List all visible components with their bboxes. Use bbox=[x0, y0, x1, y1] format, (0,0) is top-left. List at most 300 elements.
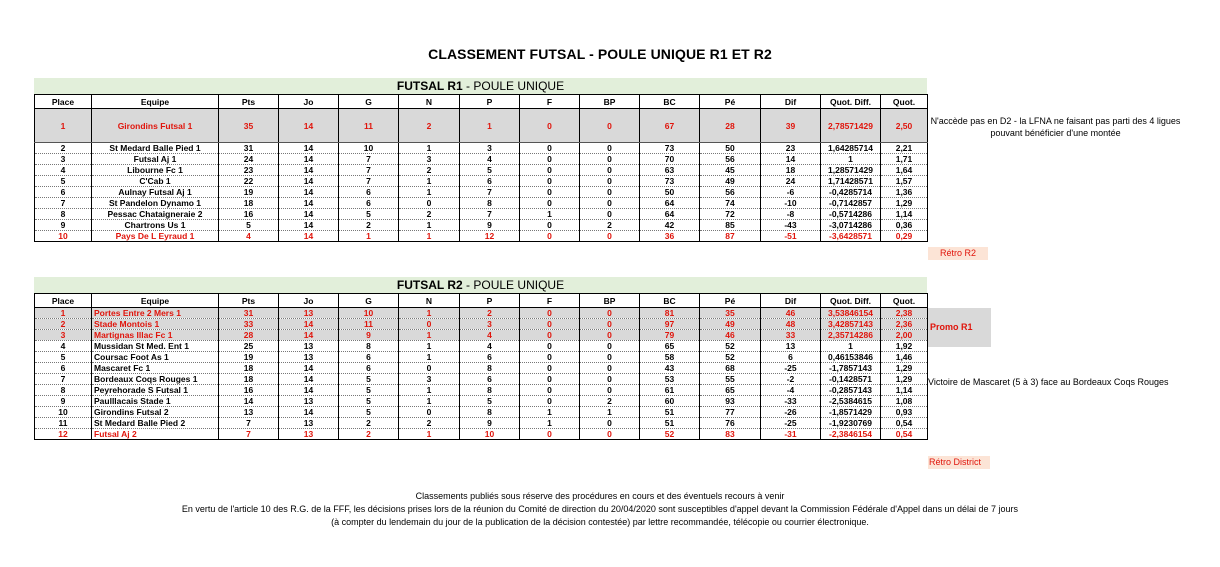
r1-header-cell: Pts bbox=[219, 95, 279, 109]
table-cell: 9 bbox=[35, 396, 92, 407]
table-cell: 35 bbox=[219, 109, 279, 143]
r1-header-cell: Dif bbox=[761, 95, 821, 109]
table-cell: 6 bbox=[460, 374, 520, 385]
table-cell: 1,71 bbox=[881, 154, 928, 165]
table-cell: 0 bbox=[580, 363, 640, 374]
table-cell: 11 bbox=[339, 319, 399, 330]
table-cell: 5 bbox=[219, 220, 279, 231]
table-cell: 1,46 bbox=[881, 352, 928, 363]
r1-header-cell: Quot. Diff. bbox=[821, 95, 881, 109]
r2-standings-block bbox=[34, 277, 927, 440]
table-cell: 0 bbox=[520, 154, 580, 165]
table-cell: 2 bbox=[339, 418, 399, 429]
table-cell: 0 bbox=[580, 330, 640, 341]
table-cell: 1,36 bbox=[881, 187, 928, 198]
r2-header-cell: Quot. Diff. bbox=[821, 294, 881, 308]
table-cell: 81 bbox=[640, 308, 700, 319]
table-cell: 1 bbox=[35, 308, 92, 319]
table-cell: 1,64 bbox=[881, 165, 928, 176]
table-cell: 0 bbox=[520, 352, 580, 363]
table-cell: 1,29 bbox=[881, 374, 928, 385]
table-cell: 58 bbox=[640, 352, 700, 363]
table-cell: 3 bbox=[399, 374, 460, 385]
table-cell: -2 bbox=[761, 374, 821, 385]
table-cell: 70 bbox=[640, 154, 700, 165]
table-cell: 6 bbox=[761, 352, 821, 363]
table-cell: 56 bbox=[700, 154, 761, 165]
table-cell: 14 bbox=[279, 231, 339, 242]
r1-header-cell: N bbox=[399, 95, 460, 109]
team-name-cell: Girondins Futsal 1 bbox=[92, 109, 219, 143]
table-cell: 8 bbox=[460, 407, 520, 418]
table-cell: 5 bbox=[35, 176, 92, 187]
table-cell: 0,46153846 bbox=[821, 352, 881, 363]
table-cell: 14 bbox=[279, 220, 339, 231]
table-cell: 14 bbox=[279, 209, 339, 220]
table-cell: 1 bbox=[339, 231, 399, 242]
table-cell: 8 bbox=[460, 363, 520, 374]
table-cell: 0 bbox=[580, 418, 640, 429]
table-cell: 13 bbox=[279, 429, 339, 440]
r2-header-cell: F bbox=[520, 294, 580, 308]
table-cell: 0 bbox=[520, 385, 580, 396]
table-cell: 13 bbox=[761, 341, 821, 352]
table-cell: 18 bbox=[219, 363, 279, 374]
r2-standings-table bbox=[34, 293, 928, 440]
r2-table-body bbox=[35, 308, 928, 440]
table-cell: 50 bbox=[700, 143, 761, 154]
table-cell: 22 bbox=[219, 176, 279, 187]
table-cell: -33 bbox=[761, 396, 821, 407]
table-cell: 0,54 bbox=[881, 418, 928, 429]
table-cell: 3,53846154 bbox=[821, 308, 881, 319]
r2-header-cell: Pts bbox=[219, 294, 279, 308]
table-cell: 0 bbox=[520, 143, 580, 154]
table-cell: 0 bbox=[520, 374, 580, 385]
r1-standings-table bbox=[34, 94, 928, 242]
r1-band bbox=[34, 78, 927, 94]
table-cell: 2 bbox=[399, 209, 460, 220]
table-cell: 36 bbox=[640, 231, 700, 242]
table-cell: 2 bbox=[580, 396, 640, 407]
table-cell: 0 bbox=[399, 198, 460, 209]
table-row bbox=[35, 308, 928, 319]
table-cell: -0,2857143 bbox=[821, 385, 881, 396]
table-cell: 0 bbox=[580, 352, 640, 363]
table-row bbox=[35, 363, 928, 374]
table-cell: 73 bbox=[640, 176, 700, 187]
r1-band-subtitle: - POULE UNIQUE bbox=[462, 79, 565, 93]
table-cell: 24 bbox=[219, 154, 279, 165]
r2-band bbox=[34, 277, 927, 293]
table-cell: 5 bbox=[339, 209, 399, 220]
table-cell: 9 bbox=[35, 220, 92, 231]
table-cell: 1,28571429 bbox=[821, 165, 881, 176]
table-cell: 25 bbox=[219, 341, 279, 352]
table-cell: 0 bbox=[520, 198, 580, 209]
table-cell: 14 bbox=[279, 363, 339, 374]
r2-band-subtitle: - POULE UNIQUE bbox=[462, 278, 565, 292]
table-cell: 28 bbox=[219, 330, 279, 341]
table-cell: 16 bbox=[219, 209, 279, 220]
table-cell: 46 bbox=[761, 308, 821, 319]
table-cell: 0 bbox=[520, 165, 580, 176]
table-cell: 1 bbox=[399, 429, 460, 440]
table-cell: 33 bbox=[761, 330, 821, 341]
team-name-cell: Paulllacais Stade 1 bbox=[92, 396, 219, 407]
table-cell: 0 bbox=[520, 341, 580, 352]
table-cell: 73 bbox=[640, 143, 700, 154]
table-cell: 1 bbox=[520, 407, 580, 418]
table-cell: 49 bbox=[700, 319, 761, 330]
team-name-cell: Mussidan St Med. Ent 1 bbox=[92, 341, 219, 352]
table-cell: 31 bbox=[219, 143, 279, 154]
team-name-cell: Mascaret Fc 1 bbox=[92, 363, 219, 374]
table-row bbox=[35, 385, 928, 396]
table-cell: 9 bbox=[460, 220, 520, 231]
table-cell: 10 bbox=[339, 143, 399, 154]
table-cell: 0 bbox=[580, 109, 640, 143]
table-row bbox=[35, 187, 928, 198]
table-cell: 1 bbox=[580, 407, 640, 418]
table-cell: 42 bbox=[640, 220, 700, 231]
table-cell: 7 bbox=[460, 209, 520, 220]
table-row bbox=[35, 176, 928, 187]
table-cell: 55 bbox=[700, 374, 761, 385]
table-cell: 14 bbox=[279, 143, 339, 154]
table-cell: 3 bbox=[35, 330, 92, 341]
table-cell: 1 bbox=[399, 396, 460, 407]
table-cell: 56 bbox=[700, 187, 761, 198]
table-cell: 0,54 bbox=[881, 429, 928, 440]
table-cell: 51 bbox=[640, 407, 700, 418]
table-cell: 8 bbox=[35, 209, 92, 220]
table-cell: 52 bbox=[700, 341, 761, 352]
table-cell: 0 bbox=[580, 231, 640, 242]
footer-line-1: Classements publiés sous réserve des procédures en cours et des éventuels recours à venir bbox=[415, 491, 785, 501]
r2-header-cell: BC bbox=[640, 294, 700, 308]
table-cell: 0,29 bbox=[881, 231, 928, 242]
table-cell: 7 bbox=[460, 187, 520, 198]
table-cell: 1 bbox=[399, 352, 460, 363]
table-cell: 14 bbox=[279, 187, 339, 198]
table-row bbox=[35, 109, 928, 143]
table-cell: 63 bbox=[640, 165, 700, 176]
r1-table-body bbox=[35, 109, 928, 242]
table-cell: 10 bbox=[460, 429, 520, 440]
table-cell: 49 bbox=[700, 176, 761, 187]
team-name-cell: Pays De L Eyraud 1 bbox=[92, 231, 219, 242]
table-cell: 1 bbox=[399, 341, 460, 352]
table-cell: 97 bbox=[640, 319, 700, 330]
table-cell: 4 bbox=[460, 341, 520, 352]
team-name-cell: Peyrehorade S Futsal 1 bbox=[92, 385, 219, 396]
table-cell: 0 bbox=[580, 165, 640, 176]
team-name-cell: Futsal Aj 1 bbox=[92, 154, 219, 165]
table-cell: 8 bbox=[460, 385, 520, 396]
table-cell: 0,93 bbox=[881, 407, 928, 418]
table-cell: 48 bbox=[761, 319, 821, 330]
table-cell: 7 bbox=[339, 176, 399, 187]
table-cell: 2,21 bbox=[881, 143, 928, 154]
table-cell: 1,08 bbox=[881, 396, 928, 407]
table-cell: -0,4285714 bbox=[821, 187, 881, 198]
table-cell: 1 bbox=[399, 385, 460, 396]
table-row bbox=[35, 143, 928, 154]
table-cell: 6 bbox=[460, 352, 520, 363]
r1-band-title: FUTSAL R1 bbox=[396, 79, 463, 93]
table-cell: 18 bbox=[219, 198, 279, 209]
table-cell: -31 bbox=[761, 429, 821, 440]
table-cell: 7 bbox=[219, 429, 279, 440]
table-cell: 1 bbox=[520, 209, 580, 220]
table-cell: 0 bbox=[520, 220, 580, 231]
table-cell: 0 bbox=[580, 143, 640, 154]
table-cell: 3,42857143 bbox=[821, 319, 881, 330]
table-cell: 11 bbox=[339, 109, 399, 143]
table-row bbox=[35, 407, 928, 418]
table-row bbox=[35, 330, 928, 341]
table-cell: 6 bbox=[460, 176, 520, 187]
table-cell: 0 bbox=[580, 187, 640, 198]
table-cell: 0 bbox=[580, 429, 640, 440]
table-cell: 1 bbox=[399, 220, 460, 231]
table-cell: 12 bbox=[35, 429, 92, 440]
table-cell: 5 bbox=[35, 352, 92, 363]
table-cell: 1 bbox=[399, 231, 460, 242]
table-cell: 14 bbox=[219, 396, 279, 407]
table-row bbox=[35, 429, 928, 440]
table-cell: 31 bbox=[219, 308, 279, 319]
table-cell: -8 bbox=[761, 209, 821, 220]
table-cell: 51 bbox=[640, 418, 700, 429]
table-cell: 0 bbox=[520, 109, 580, 143]
table-cell: -3,0714286 bbox=[821, 220, 881, 231]
team-name-cell: Aulnay Futsal Aj 1 bbox=[92, 187, 219, 198]
table-cell: 5 bbox=[339, 407, 399, 418]
table-cell: 10 bbox=[35, 231, 92, 242]
table-cell: 14 bbox=[279, 109, 339, 143]
table-row bbox=[35, 198, 928, 209]
table-cell: 12 bbox=[460, 231, 520, 242]
table-cell: 6 bbox=[35, 363, 92, 374]
table-cell: 4 bbox=[460, 154, 520, 165]
table-cell: 2 bbox=[339, 220, 399, 231]
table-cell: 2 bbox=[580, 220, 640, 231]
table-cell: 6 bbox=[339, 187, 399, 198]
table-cell: 13 bbox=[279, 308, 339, 319]
table-cell: 0 bbox=[399, 319, 460, 330]
team-name-cell: St Pandelon Dynamo 1 bbox=[92, 198, 219, 209]
r2-header-cell: Equipe bbox=[92, 294, 219, 308]
table-cell: 4 bbox=[219, 231, 279, 242]
table-row bbox=[35, 319, 928, 330]
table-cell: -0,1428571 bbox=[821, 374, 881, 385]
table-cell: 11 bbox=[35, 418, 92, 429]
table-cell: -43 bbox=[761, 220, 821, 231]
table-cell: 0 bbox=[520, 363, 580, 374]
table-cell: 2,36 bbox=[881, 319, 928, 330]
r1-header-cell: BP bbox=[580, 95, 640, 109]
table-cell: 0 bbox=[520, 429, 580, 440]
table-cell: 14 bbox=[279, 154, 339, 165]
table-cell: -26 bbox=[761, 407, 821, 418]
r1-standings-block bbox=[34, 78, 927, 242]
r1-header-cell: G bbox=[339, 95, 399, 109]
table-row bbox=[35, 396, 928, 407]
table-cell: -1,9230769 bbox=[821, 418, 881, 429]
table-cell: 14 bbox=[279, 330, 339, 341]
table-cell: 52 bbox=[700, 352, 761, 363]
table-cell: -51 bbox=[761, 231, 821, 242]
table-cell: 74 bbox=[700, 198, 761, 209]
table-cell: 3 bbox=[399, 154, 460, 165]
table-row bbox=[35, 220, 928, 231]
table-cell: 5 bbox=[339, 396, 399, 407]
table-cell: 93 bbox=[700, 396, 761, 407]
table-cell: 9 bbox=[460, 418, 520, 429]
table-cell: 2 bbox=[399, 109, 460, 143]
table-cell: 0 bbox=[520, 319, 580, 330]
page-title: CLASSEMENT FUTSAL - POULE UNIQUE R1 ET R2 bbox=[428, 46, 772, 62]
table-cell: 76 bbox=[700, 418, 761, 429]
table-cell: 35 bbox=[700, 308, 761, 319]
table-cell: 7 bbox=[35, 374, 92, 385]
table-cell: 2,78571429 bbox=[821, 109, 881, 143]
team-name-cell: Bordeaux Coqs Rouges 1 bbox=[92, 374, 219, 385]
table-cell: 14 bbox=[761, 154, 821, 165]
table-cell: 1,64285714 bbox=[821, 143, 881, 154]
table-cell: 10 bbox=[35, 407, 92, 418]
table-cell: 5 bbox=[460, 396, 520, 407]
table-cell: 18 bbox=[761, 165, 821, 176]
table-cell: 53 bbox=[640, 374, 700, 385]
r2-header-cell: P bbox=[460, 294, 520, 308]
table-cell: 0 bbox=[520, 187, 580, 198]
r1-header-row bbox=[35, 95, 928, 109]
table-cell: 7 bbox=[219, 418, 279, 429]
r2-header-cell: N bbox=[399, 294, 460, 308]
table-cell: 13 bbox=[219, 407, 279, 418]
table-cell: 16 bbox=[219, 385, 279, 396]
team-name-cell: C'Cab 1 bbox=[92, 176, 219, 187]
table-cell: 60 bbox=[640, 396, 700, 407]
table-cell: -3,6428571 bbox=[821, 231, 881, 242]
table-cell: 9 bbox=[339, 330, 399, 341]
table-cell: -10 bbox=[761, 198, 821, 209]
table-cell: 7 bbox=[35, 198, 92, 209]
table-cell: 87 bbox=[700, 231, 761, 242]
table-cell: 0 bbox=[580, 154, 640, 165]
table-cell: 0 bbox=[520, 330, 580, 341]
table-cell: 0 bbox=[580, 385, 640, 396]
table-cell: 2 bbox=[399, 165, 460, 176]
table-cell: 77 bbox=[700, 407, 761, 418]
team-name-cell: Portes Entre 2 Mers 1 bbox=[92, 308, 219, 319]
table-cell: 61 bbox=[640, 385, 700, 396]
table-cell: 8 bbox=[35, 385, 92, 396]
table-cell: 24 bbox=[761, 176, 821, 187]
table-cell: 39 bbox=[761, 109, 821, 143]
table-cell: 2 bbox=[35, 319, 92, 330]
table-cell: 14 bbox=[279, 407, 339, 418]
table-cell: 65 bbox=[640, 341, 700, 352]
table-cell: 79 bbox=[640, 330, 700, 341]
table-cell: 2,00 bbox=[881, 330, 928, 341]
table-cell: 64 bbox=[640, 198, 700, 209]
table-cell: 13 bbox=[279, 352, 339, 363]
table-cell: 10 bbox=[339, 308, 399, 319]
table-cell: 14 bbox=[279, 319, 339, 330]
table-cell: 6 bbox=[35, 187, 92, 198]
table-cell: -2,5384615 bbox=[821, 396, 881, 407]
team-name-cell: Stade Montois 1 bbox=[92, 319, 219, 330]
r1-header-cell: Quot. bbox=[881, 95, 928, 109]
table-cell: 2,50 bbox=[881, 109, 928, 143]
table-cell: 0 bbox=[580, 198, 640, 209]
table-cell: 50 bbox=[640, 187, 700, 198]
table-cell: 5 bbox=[339, 385, 399, 396]
table-cell: 0 bbox=[580, 341, 640, 352]
table-cell: 2,38 bbox=[881, 308, 928, 319]
table-cell: 6 bbox=[339, 363, 399, 374]
table-cell: -1,8571429 bbox=[821, 407, 881, 418]
table-cell: 2 bbox=[35, 143, 92, 154]
table-row bbox=[35, 374, 928, 385]
table-cell: 1 bbox=[460, 109, 520, 143]
table-cell: -4 bbox=[761, 385, 821, 396]
team-name-cell: Martignas Illac Fc 1 bbox=[92, 330, 219, 341]
table-row bbox=[35, 231, 928, 242]
r2-header-cell: G bbox=[339, 294, 399, 308]
table-cell: 1,29 bbox=[881, 198, 928, 209]
table-cell: 1 bbox=[399, 330, 460, 341]
table-cell: 0 bbox=[580, 176, 640, 187]
table-cell: 4 bbox=[35, 165, 92, 176]
table-cell: 1,57 bbox=[881, 176, 928, 187]
table-cell: 65 bbox=[700, 385, 761, 396]
table-cell: 23 bbox=[761, 143, 821, 154]
table-cell: 6 bbox=[339, 198, 399, 209]
r2-header-cell: Dif bbox=[761, 294, 821, 308]
table-cell: 0 bbox=[520, 176, 580, 187]
table-cell: 7 bbox=[339, 165, 399, 176]
table-cell: 1,14 bbox=[881, 385, 928, 396]
team-name-cell: Pessac Chataigneraie 2 bbox=[92, 209, 219, 220]
table-cell: 1 bbox=[399, 143, 460, 154]
r1-header-cell: Equipe bbox=[92, 95, 219, 109]
table-cell: 2,35714286 bbox=[821, 330, 881, 341]
table-cell: 46 bbox=[700, 330, 761, 341]
table-cell: 68 bbox=[700, 363, 761, 374]
table-cell: 0 bbox=[520, 308, 580, 319]
footer-notice bbox=[0, 490, 1200, 529]
table-cell: 13 bbox=[279, 396, 339, 407]
table-cell: -25 bbox=[761, 418, 821, 429]
table-cell: 3 bbox=[460, 143, 520, 154]
table-cell: 19 bbox=[219, 352, 279, 363]
r2-tag-retro-district: Rétro District bbox=[928, 456, 990, 469]
table-cell: 1 bbox=[821, 154, 881, 165]
r2-header-cell: Place bbox=[35, 294, 92, 308]
team-name-cell: Futsal Aj 2 bbox=[92, 429, 219, 440]
r2-header-cell: BP bbox=[580, 294, 640, 308]
table-cell: 3 bbox=[35, 154, 92, 165]
table-cell: 2 bbox=[460, 308, 520, 319]
r2-header-cell: Jo bbox=[279, 294, 339, 308]
table-cell: 0 bbox=[580, 319, 640, 330]
footer-line-3: (à compter du lendemain du jour de la publication de la décision contestée) par lettre recommandée, télécopie ou courrier électronique. bbox=[331, 517, 869, 527]
